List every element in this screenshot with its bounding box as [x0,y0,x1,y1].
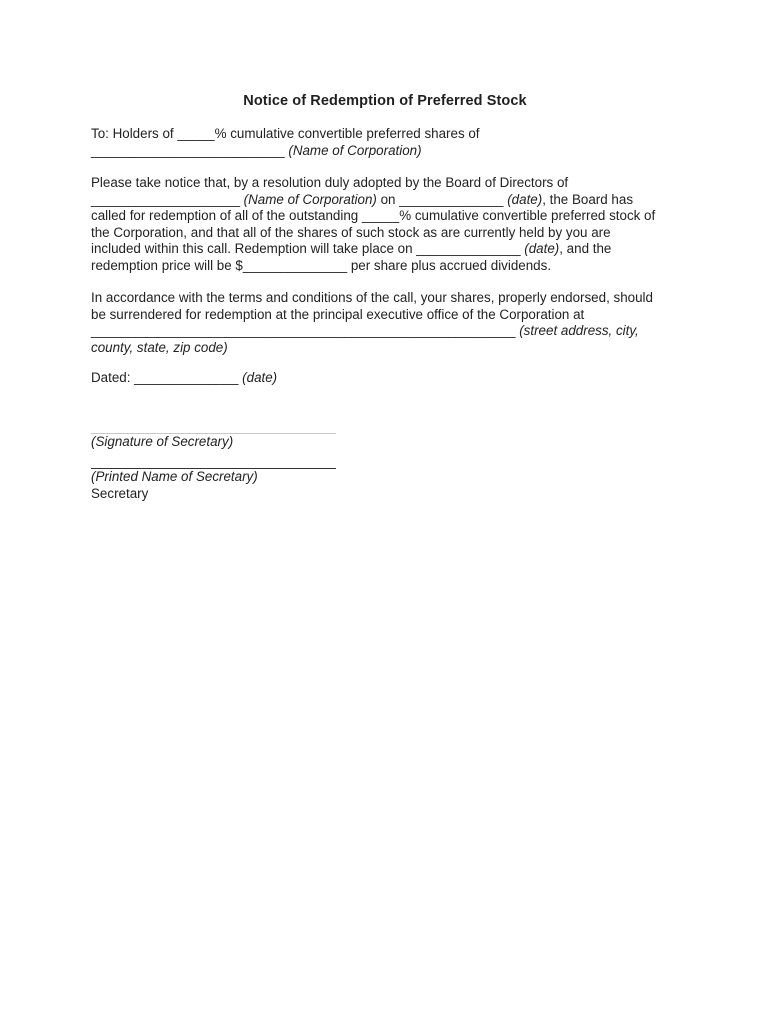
board-corp-hint: (Name of Corporation) [243,191,377,207]
address-line [91,323,691,340]
corporation-name-hint: (Name of Corporation) [288,142,422,158]
dated-line [91,370,691,387]
address-hint-continued [91,340,691,357]
recipient-block [91,126,691,159]
secretary-role: Secretary [91,485,149,501]
document-body [91,126,691,502]
notice-line-5 [91,241,691,258]
notice-line-2 [91,192,691,209]
corporation-name-line [91,143,691,160]
corporation-name-blank: __________________________ [91,142,289,158]
surrender-line-2: be surrendered for redemption at the principal executive office of the Corporation at [91,306,585,322]
redemption-date-blank: included within this call. Redemption will take place on ______________ [91,241,525,256]
recipient-line: To: Holders of _____% cumulative convertible preferred shares of [91,126,480,141]
surrender-line-1: In accordance with the terms and conditions of the call, your shares, properly endorsed, should [91,290,653,305]
notice-line-2-end: , the Board has [542,191,634,207]
notice-line-1: Please take notice that, by a resolution duly adopted by the Board of Directors of [91,175,569,190]
address-blank: _________________________________________________________ [91,323,520,338]
notice-line-5-end: , and the [559,241,612,256]
surrender-paragraph [91,290,691,356]
printed-name-caption-text: (Printed Name of Secretary) [91,469,258,484]
notice-line-4: the Corporation, and that all of the shares of such stock as are currently held by you are [91,224,611,240]
address-hint: (street address, city, [519,323,639,338]
address-hint-line-2: county, state, zip code) [91,339,228,355]
dated-hint: (date) [242,370,278,385]
notice-line-3: called for redemption of all of the outstanding _____% cumulative convertible preferred stock of [91,208,656,223]
signature-caption-text: (Signature of Secretary) [91,433,234,449]
dated-label: Dated: ______________ [91,370,243,385]
signature-caption [91,434,691,451]
notice-paragraph [91,175,691,274]
redemption-price-line: redemption price will be $______________ per share plus accrued dividends. [91,257,552,273]
printed-name-caption [91,469,691,486]
resolution-date-blank: on ______________ [376,191,508,207]
redemption-date-hint: (date) [524,241,560,256]
board-corp-blank: ____________________ [91,191,244,207]
resolution-date-hint: (date) [507,191,543,207]
document-title: Notice of Redemption of Preferred Stock [243,93,527,109]
